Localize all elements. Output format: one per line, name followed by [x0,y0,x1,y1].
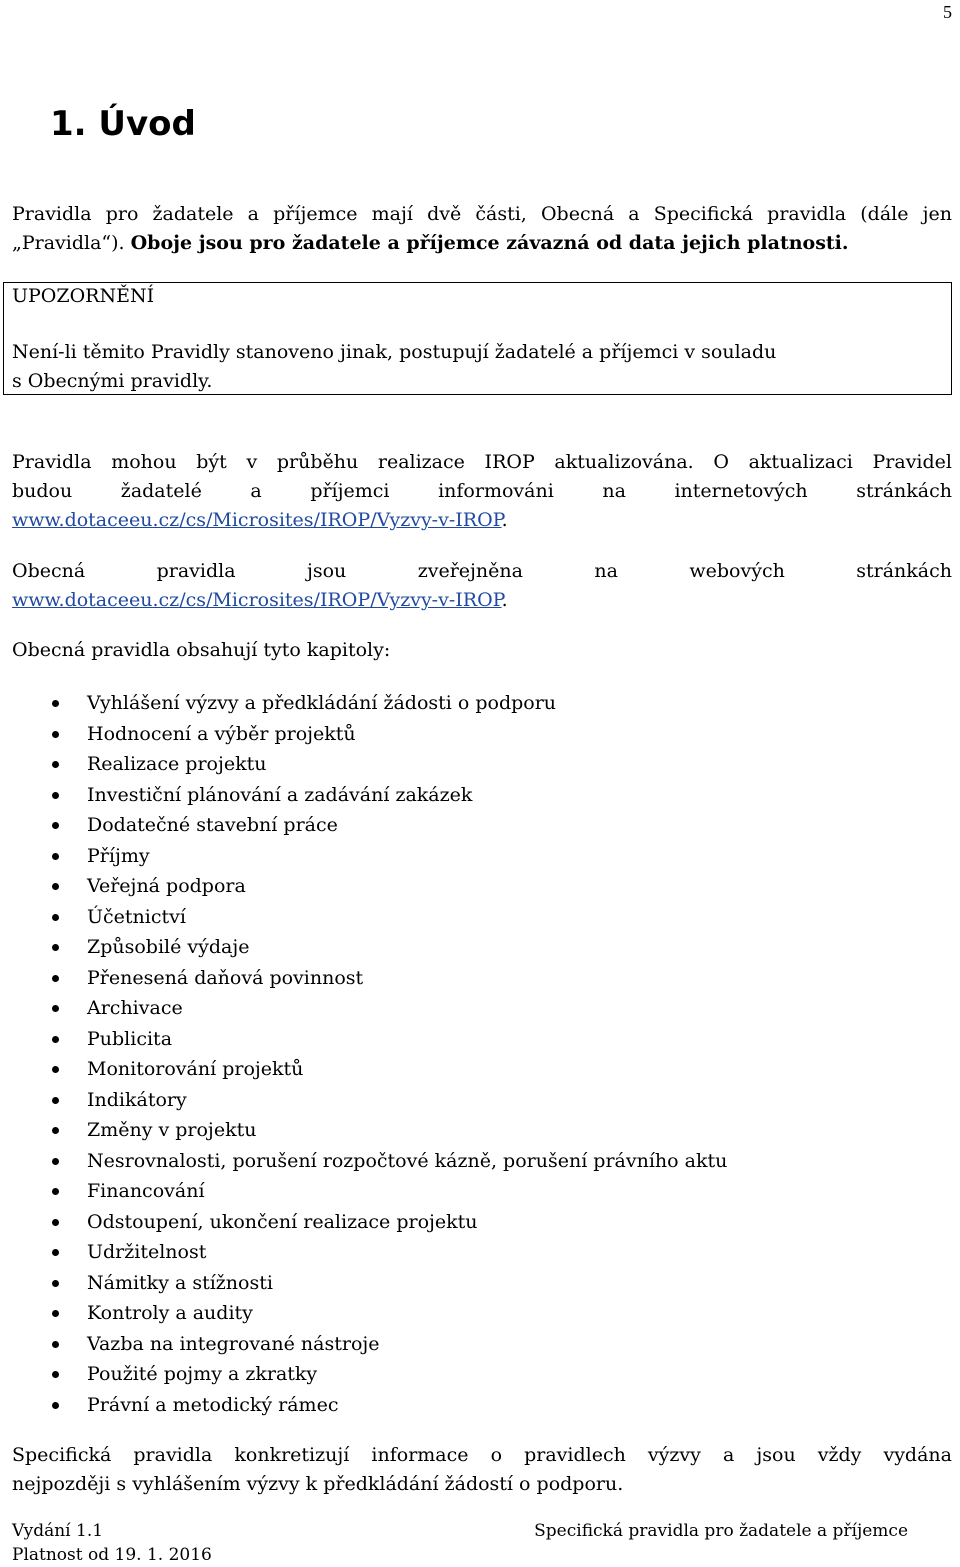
specific-line-2: nejpozději s vyhlášením výzvy k předkládání žádostí o podporu. [12,1473,624,1495]
chapter-label: Monitorování projektů [87,1058,304,1080]
intro-binding-statement: Oboje jsou pro žadatele a příjemce závazná od data jejich platnosti. [130,232,849,254]
chapter-item [0,1024,727,1055]
bullet-icon [52,1280,59,1287]
update-line-3 [12,506,952,535]
chapter-item [0,902,727,933]
bullet-icon [52,1219,59,1226]
chapter-label: Publicita [87,1027,173,1050]
chapter-label: Financování [87,1180,205,1202]
intro-line-2 [12,229,952,258]
chapter-item [0,1298,727,1329]
bullet-icon [52,1066,59,1073]
bullet-icon [52,944,59,951]
bullet-icon [52,1371,59,1378]
bullet-icon [52,853,59,860]
chapter-label: Nesrovnalosti, porušení rozpočtové kázně, porušení právního aktu [87,1149,728,1172]
published-line-2 [12,586,952,615]
chapter-label: Indikátory [87,1088,187,1111]
bullet-icon [52,975,59,982]
chapter-label: Příjmy [87,844,150,867]
update-line-1: Pravidla mohou být v průběhu realizace IROP aktualizována. O aktualizaci Pravidel [12,451,952,473]
chapter-item [0,932,727,963]
chapter-item [0,841,727,872]
notice-line-2: s Obecnými pravidly. [12,370,213,392]
chapter-label: Hodnocení a výběr projektů [87,722,356,745]
notice-heading: UPOZORNĚNÍ [12,285,155,307]
bullet-icon [52,1188,59,1195]
bullet-icon [52,1097,59,1104]
chapter-label: Námitky a stížnosti [87,1271,273,1294]
published-paragraph [12,557,952,615]
bullet-icon [52,883,59,890]
page-title: 1. Úvod [50,104,196,144]
chapter-label: Investiční plánování a zadávání zakázek [87,783,473,806]
chapter-label: Odstoupení, ukončení realizace projektu [87,1210,478,1233]
chapter-item [0,1146,727,1177]
bullet-icon [52,761,59,768]
specific-line-1: Specifická pravidla konkretizují informace o pravidlech výzvy a jsou vždy vydána [12,1444,952,1466]
chapter-item [0,1054,727,1085]
chapter-label: Udržitelnost [87,1241,207,1263]
update-link-suffix: . [501,509,508,531]
bullet-icon [52,1005,59,1012]
page-number: 5 [943,2,952,22]
bullet-icon [52,1036,59,1043]
chapter-item [0,1359,727,1390]
chapters-intro: Obecná pravidla obsahují tyto kapitoly: [12,639,391,661]
chapter-label: Vazba na integrované nástroje [87,1332,380,1355]
bullet-icon [52,1310,59,1317]
bullet-icon [52,1249,59,1256]
chapter-item [0,1390,727,1421]
chapter-item [0,719,727,750]
bullet-icon [52,822,59,829]
intro-paragraph [12,200,952,258]
footer-edition: Vydání 1.1 [12,1521,104,1541]
bullet-icon [52,1402,59,1409]
chapter-label: Realizace projektu [87,753,267,775]
chapter-item [0,1115,727,1146]
chapter-item [0,1237,727,1268]
chapter-item [0,1085,727,1116]
footer-doc-title: Specifická pravidla pro žadatele a příjemce [534,1521,908,1541]
chapter-label: Účetnictví [87,905,186,928]
chapter-label: Veřejná podpora [87,875,246,897]
chapter-item [0,1329,727,1360]
chapter-item [0,688,727,719]
bullet-icon [52,700,59,707]
chapter-item [0,780,727,811]
chapter-label: Dodatečné stavební práce [87,814,338,836]
bullet-icon [52,1341,59,1348]
chapter-item [0,1176,727,1207]
update-line-2: budou žadatelé a příjemci informováni na internetových stránkách [12,480,952,502]
footer-validity: Platnost od 19. 1. 2016 [12,1545,212,1565]
bullet-icon [52,792,59,799]
published-line-1: Obecná pravidla jsou zveřejněna na webových stránkách [12,560,952,582]
published-link-suffix: . [501,589,508,611]
chapter-label: Použité pojmy a zkratky [87,1363,318,1385]
chapter-label: Právní a metodický rámec [87,1393,339,1416]
chapter-item [0,810,727,841]
chapter-label: Přenesená daňová povinnost [87,966,364,989]
published-link[interactable]: www.dotaceeu.cz/cs/Microsites/IROP/Vyzvy-v-IROP [12,589,502,611]
chapter-item [0,963,727,994]
chapter-label: Vyhlášení výzvy a předkládání žádosti o podporu [87,692,557,714]
specific-paragraph [12,1441,952,1499]
chapter-label: Archivace [87,997,183,1019]
intro-line-1: Pravidla pro žadatele a příjemce mají dvě části, Obecná a Specifická pravidla (dále jen [12,203,952,225]
bullet-icon [52,914,59,921]
bullet-icon [52,731,59,738]
chapter-item [0,1207,727,1238]
chapter-label: Způsobilé výdaje [87,936,250,958]
chapter-item [0,871,727,902]
notice-line-1: Není-li těmito Pravidly stanoveno jinak, postupují žadatelé a příjemci v souladu [12,341,777,363]
update-paragraph [12,448,952,535]
update-link[interactable]: www.dotaceeu.cz/cs/Microsites/IROP/Vyzvy-v-IROP [12,509,502,531]
intro-line-2-plain: „Pravidla“). [12,232,131,254]
notice-text [12,338,952,396]
bullet-icon [52,1127,59,1134]
chapter-list [0,688,727,1420]
chapter-label: Kontroly a audity [87,1302,253,1324]
chapter-label: Změny v projektu [87,1119,257,1141]
footer-left [12,1519,212,1567]
chapter-item [0,1268,727,1299]
chapter-item [0,993,727,1024]
bullet-icon [52,1158,59,1165]
chapter-item [0,749,727,780]
